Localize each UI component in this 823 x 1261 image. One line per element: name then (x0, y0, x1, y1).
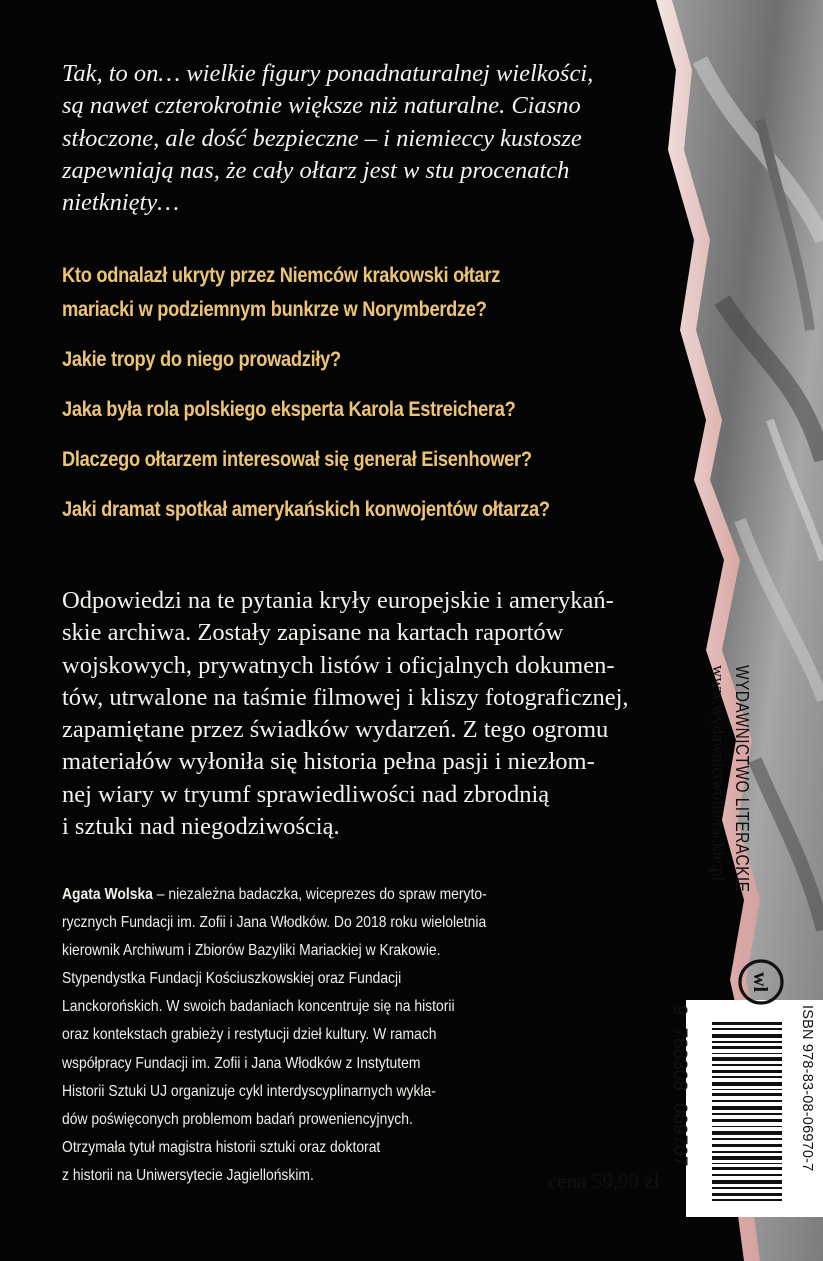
bio-line (62, 881, 520, 909)
question-item (62, 258, 564, 326)
quote-line: Tak, to on… wielkie figury ponadnaturalnej wielkości, (62, 60, 594, 87)
question-line: Kto odnalazł ukryty przez Niemców krakowski ołtarz (62, 263, 501, 287)
logo-letters: wl (749, 972, 771, 992)
answer-line: skie archiwa. Zostały zapisane na kartach raportów (62, 619, 564, 647)
answer-line: nej wiary w tryumf sprawiedliwości nad zbrodnią (62, 780, 550, 808)
bio-line: współpracy Fundacji im. Zofii i Jana Włodków z Instytutem (62, 1054, 421, 1072)
bio-line: kierownik Archiwum i Zbiorów Bazyliki Mariackiej w Krakowie. (62, 942, 441, 960)
question-line: Jaki dramat spotkał amerykańskich konwojentów ołtarza? (62, 497, 550, 521)
bio-first-line-rest: – niezależna badaczka, wiceprezes do spraw meryto- (152, 886, 487, 903)
author-bio (62, 881, 582, 1190)
answer-line: Odpowiedzi na te pytania kryły europejskie i amerykań- (62, 587, 614, 614)
bio-line: Lanckorońskich. W swoich badaniach koncentruje się na historii (62, 998, 455, 1016)
barcode-digit-group: 069707 (669, 1102, 690, 1167)
answer-line: zapamiętane przez świadków wydarzeń. Z tego ogromu (62, 716, 609, 744)
question-line: Jakie tropy do niego prowadziły? (62, 347, 341, 371)
answer-paragraph (62, 585, 642, 843)
bio-line: dów poświęconych problemom badań proweniencyjnych. (62, 1110, 413, 1128)
quote-line: są nawet czterokrotnie większe niż naturalne. Ciasno (62, 92, 581, 120)
price-label: cena 59,90 zł (548, 1169, 660, 1193)
publisher-url: www.wydawnictwoliterackie.pl (709, 665, 728, 882)
question-line: Dlaczego ołtarzem interesował się generał Eisenhower? (62, 447, 532, 471)
question-line: mariacki w podziemnym bunkrze w Norymberdze? (62, 297, 487, 321)
quote-text (62, 58, 642, 219)
publisher-name: WYDAWNICTWO LITERACKIE (732, 665, 752, 893)
answer-line: materiałów wyłoniła się historia pełna pasji i niezłom- (62, 748, 595, 776)
barcode-digit-group: 788308 (669, 1027, 690, 1091)
publisher-vertical (693, 665, 753, 925)
answer-line: wojskowych, prywatnych listów i oficjalnych dokumen- (62, 651, 615, 679)
publisher-logo-icon (737, 958, 785, 1006)
bio-line: rycznych Fundacji im. Zofii i Jana Włodków. Do 2018 roku wieloletnia (62, 914, 487, 932)
question-item (62, 392, 564, 426)
barcode-digits (668, 1005, 690, 1215)
quote-line: zapewniają nas, że cały ołtarz jest w stu procenatch (62, 156, 570, 184)
bio-line: oraz kontekstach grabieży i restytucji dzieł kultury. W ramach (62, 1026, 437, 1044)
isbn-label: ISBN 978-83-08-06970-7 (799, 1005, 815, 1172)
bio-line: Historii Sztuki UJ organizuje cykl interdyscyplinarnych wykła- (62, 1082, 436, 1100)
question-line: Jaka była rola polskiego eksperta Karola Estreichera? (62, 397, 516, 421)
quote-line: stłoczone, ale dość bezpieczne – i niemieccy kustosze (62, 124, 582, 152)
question-item (62, 442, 564, 476)
author-name: Agata Wolska (62, 886, 153, 903)
question-item (62, 342, 564, 376)
bio-line: z historii na Uniwersytecie Jagiellońskim. (62, 1166, 314, 1184)
quote-line: nietknięty… (62, 189, 180, 217)
barcode-digit-group: 9 (669, 1005, 690, 1016)
answer-line: tów, utrwalone na taśmie filmowej i kliszy fotograficznej, (62, 683, 629, 711)
bio-line: Stypendystka Fundacji Kościuszkowskiej oraz Fundacji (62, 970, 402, 988)
answer-line: i sztuki nad niegodziwością. (62, 813, 340, 841)
bio-line: Otrzymała tytuł magistra historii sztuki oraz doktorat (62, 1138, 381, 1156)
question-item (62, 492, 564, 526)
question-list (62, 258, 652, 542)
